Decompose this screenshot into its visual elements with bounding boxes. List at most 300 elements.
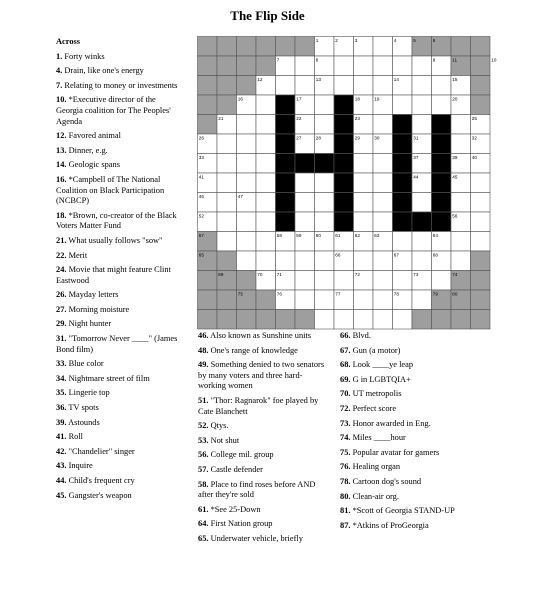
grid-shaded-cell xyxy=(276,310,296,330)
clue-text: Dinner, e.g. xyxy=(66,145,108,155)
clue-text: Night hunter xyxy=(66,319,112,329)
across-header: Across xyxy=(56,37,81,46)
grid-cell[interactable] xyxy=(256,193,276,213)
grid-cell[interactable] xyxy=(373,76,393,96)
clue-number: 18. xyxy=(56,210,67,220)
clue-number: 56. xyxy=(198,450,209,460)
grid-shaded-cell xyxy=(295,37,315,57)
grid-cell[interactable] xyxy=(256,232,276,252)
grid-cell-number: 10 xyxy=(491,57,497,63)
grid-cell[interactable] xyxy=(354,56,374,76)
grid-cell[interactable] xyxy=(354,193,374,213)
grid-block-cell xyxy=(276,212,296,232)
grid-cell[interactable] xyxy=(373,290,393,310)
grid-cell-number: 35 xyxy=(335,154,341,160)
grid-block-cell xyxy=(334,115,354,135)
clue-number: 64. xyxy=(198,519,209,529)
grid-cell-number: 44 xyxy=(413,174,419,180)
clue-number: 39. xyxy=(56,417,67,427)
grid-cell-number: 8 xyxy=(315,57,319,63)
grid-shaded-cell xyxy=(471,95,491,115)
grid-cell[interactable] xyxy=(373,212,393,232)
grid-cell[interactable] xyxy=(217,173,237,193)
grid-cell[interactable] xyxy=(393,271,413,291)
grid-cell-number: 46 xyxy=(198,193,204,199)
grid-cell[interactable] xyxy=(237,134,257,154)
grid-shaded-cell xyxy=(217,290,237,310)
clue-text: Clean-air org. xyxy=(350,491,399,501)
grid-cell-number: 68 xyxy=(432,252,438,258)
grid-cell[interactable] xyxy=(412,193,432,213)
clue-text: Also known as Sunshine units xyxy=(208,331,312,340)
grid-cell[interactable] xyxy=(256,134,276,154)
clue-text: Honor awarded in Eng. xyxy=(350,418,431,428)
grid-cell[interactable] xyxy=(256,251,276,271)
grid-cell[interactable] xyxy=(412,115,432,135)
grid-block-cell xyxy=(315,154,335,174)
grid-cell-number: 27 xyxy=(296,135,302,141)
clue-item xyxy=(198,465,330,476)
clue-number: 78. xyxy=(340,476,351,486)
grid-cell[interactable] xyxy=(217,193,237,213)
grid-shaded-cell xyxy=(237,76,257,96)
grid-cell-number: 23 xyxy=(354,115,360,121)
grid-cell[interactable] xyxy=(334,76,354,96)
grid-shaded-cell xyxy=(256,290,276,310)
clue-text: Popular avatar for gamers xyxy=(350,447,440,457)
grid-cell-number: 20 xyxy=(452,96,458,102)
grid-cell[interactable] xyxy=(295,290,315,310)
grid-cell[interactable] xyxy=(295,251,315,271)
grid-cell[interactable] xyxy=(237,154,257,174)
clue-item xyxy=(56,160,184,171)
grid-cell-number: 31 xyxy=(413,135,419,141)
grid-shaded-cell xyxy=(237,56,257,76)
grid-block-cell xyxy=(393,134,413,154)
clue-item xyxy=(340,521,470,532)
grid-cell[interactable] xyxy=(471,173,491,193)
clue-item xyxy=(340,346,470,357)
grid-cell[interactable] xyxy=(276,76,296,96)
grid-shaded-cell xyxy=(471,76,491,96)
grid-cell[interactable] xyxy=(256,154,276,174)
grid-cell[interactable] xyxy=(393,56,413,76)
grid-cell-number: 69 xyxy=(218,271,224,277)
grid-cell[interactable] xyxy=(451,193,471,213)
grid-cell[interactable] xyxy=(256,173,276,193)
grid-cell-number: 48 xyxy=(276,193,282,199)
grid-cell-number: 70 xyxy=(257,271,263,277)
grid-cell-number: 76 xyxy=(276,291,282,297)
grid-cell[interactable] xyxy=(295,56,315,76)
clue-text: Qtys. xyxy=(208,421,229,431)
clue-item xyxy=(56,432,184,443)
clue-text: Merit xyxy=(66,250,88,260)
grid-cell-number: 52 xyxy=(198,213,204,219)
grid-block-cell xyxy=(432,115,452,135)
clue-item xyxy=(56,146,184,157)
clue-text: Perfect score xyxy=(350,403,397,413)
clue-item xyxy=(56,388,184,399)
clue-item xyxy=(340,477,470,488)
grid-shaded-cell xyxy=(217,76,237,96)
grid-cell-number: 57 xyxy=(198,232,204,238)
puzzle-title: The Flip Side xyxy=(230,8,305,23)
grid-cell-number: 28 xyxy=(315,135,321,141)
clue-number: 27. xyxy=(56,304,67,314)
clue-number: 76. xyxy=(340,462,351,472)
clue-item xyxy=(198,450,330,461)
grid-cell[interactable] xyxy=(471,193,491,213)
grid-cell[interactable] xyxy=(315,193,335,213)
grid-cell[interactable] xyxy=(354,212,374,232)
clue-item xyxy=(340,360,470,371)
across-clue-column-2 xyxy=(198,331,330,549)
grid-cell-number: 66 xyxy=(335,252,341,258)
clue-number: 43. xyxy=(56,461,67,471)
clue-number: 66. xyxy=(340,331,351,340)
clue-number: 31. xyxy=(56,334,67,344)
grid-cell-number: 54 xyxy=(413,213,419,219)
grid-block-cell xyxy=(393,173,413,193)
grid-cell[interactable] xyxy=(295,271,315,291)
grid-shaded-cell xyxy=(412,310,432,330)
grid-cell[interactable] xyxy=(217,154,237,174)
clue-text: Mayday letters xyxy=(66,290,119,300)
clue-number: 44. xyxy=(56,476,67,485)
clue-item xyxy=(340,492,470,503)
grid-cell[interactable] xyxy=(334,56,354,76)
grid-cell-number: 41 xyxy=(198,174,204,180)
clue-text: Blue color xyxy=(66,359,104,369)
clue-number: 34. xyxy=(56,373,67,383)
clue-item xyxy=(340,404,470,415)
grid-cell-number: 55 xyxy=(432,213,438,219)
grid-cell[interactable] xyxy=(334,310,354,330)
clue-text: Place to find roses before AND after they're sold xyxy=(198,479,316,500)
grid-cell[interactable] xyxy=(315,290,335,310)
clue-text: College mil. group xyxy=(208,450,274,460)
clue-text: Child's frequent cry xyxy=(66,476,135,485)
clue-text: UT metropolis xyxy=(350,389,402,399)
grid-cell[interactable] xyxy=(276,251,296,271)
grid-cell-number: 62 xyxy=(354,232,360,238)
grid-shaded-cell xyxy=(295,310,315,330)
grid-cell-number: 3 xyxy=(354,37,358,43)
clue-text: Nightmare street of film xyxy=(66,373,150,383)
clue-item xyxy=(56,251,184,262)
clue-item xyxy=(198,436,330,447)
grid-cell[interactable] xyxy=(451,115,471,135)
grid-cell-number: 34 xyxy=(276,154,282,160)
clue-number: 13. xyxy=(56,145,67,155)
grid-cell-number: 13 xyxy=(315,76,321,82)
grid-cell-number: 16 xyxy=(237,96,243,102)
clue-item xyxy=(340,433,470,444)
grid-cell-number: 78 xyxy=(393,291,399,297)
grid-cell[interactable] xyxy=(451,251,471,271)
grid-shaded-cell xyxy=(198,115,218,135)
clue-text: *Executive director of the Georgia coalition for The Peoples' Agenda xyxy=(56,95,171,126)
clue-number: 67. xyxy=(340,345,351,355)
clue-item xyxy=(56,403,184,414)
clue-item xyxy=(56,359,184,370)
grid-cell-number: 58 xyxy=(276,232,282,238)
grid-cell-number: 40 xyxy=(471,154,477,160)
grid-cell[interactable] xyxy=(471,212,491,232)
grid-cell-number: 63 xyxy=(374,232,380,238)
grid-cell[interactable] xyxy=(393,95,413,115)
clue-text: "Chandelier" singer xyxy=(66,446,135,456)
grid-cell[interactable] xyxy=(295,193,315,213)
grid-cell[interactable] xyxy=(256,212,276,232)
grid-shaded-cell xyxy=(217,37,237,57)
grid-shaded-cell xyxy=(198,290,218,310)
grid-cell-number: 6 xyxy=(432,37,436,43)
grid-cell-number: 73 xyxy=(413,271,419,277)
grid-cell-number: 9 xyxy=(432,57,436,63)
grid-cell-number: 67 xyxy=(393,252,399,258)
clue-item xyxy=(56,175,184,207)
clue-item xyxy=(340,331,470,342)
grid-shaded-cell xyxy=(471,251,491,271)
grid-cell[interactable] xyxy=(217,212,237,232)
grid-cell[interactable] xyxy=(217,232,237,252)
clue-number: 61. xyxy=(198,504,209,514)
grid-shaded-cell xyxy=(451,310,471,330)
grid-cell[interactable] xyxy=(373,115,393,135)
clue-item xyxy=(198,505,330,516)
clue-item xyxy=(56,319,184,330)
clue-number: 12. xyxy=(56,131,67,141)
grid-cell[interactable] xyxy=(237,173,257,193)
grid-cell[interactable] xyxy=(256,115,276,135)
clue-number: 65. xyxy=(198,533,209,543)
clue-text: Blvd. xyxy=(350,331,371,340)
grid-cell[interactable] xyxy=(393,310,413,330)
grid-shaded-cell xyxy=(471,290,491,310)
clue-item xyxy=(56,305,184,316)
clue-number: 4. xyxy=(56,66,63,76)
grid-cell-number: 7 xyxy=(276,57,280,63)
clue-number: 74. xyxy=(340,433,351,443)
grid-shaded-cell xyxy=(471,56,491,76)
clue-number: 46. xyxy=(198,331,209,340)
grid-cell[interactable] xyxy=(334,271,354,291)
grid-cell-number: 71 xyxy=(276,271,282,277)
grid-cell[interactable] xyxy=(217,134,237,154)
grid-cell[interactable] xyxy=(373,37,393,57)
clue-item xyxy=(56,81,184,92)
clue-number: 51. xyxy=(198,395,209,405)
clue-text: What usually follows "sow" xyxy=(66,235,163,245)
grid-cell[interactable] xyxy=(237,232,257,252)
grid-cell[interactable] xyxy=(237,212,257,232)
grid-cell[interactable] xyxy=(451,134,471,154)
grid-block-cell xyxy=(432,173,452,193)
grid-cell[interactable] xyxy=(237,115,257,135)
clue-number: 22. xyxy=(56,250,67,260)
grid-cell[interactable] xyxy=(354,290,374,310)
grid-cell[interactable] xyxy=(315,310,335,330)
grid-shaded-cell xyxy=(198,310,218,330)
clue-number: 57. xyxy=(198,464,209,474)
grid-cell[interactable] xyxy=(295,173,315,193)
grid-cell[interactable] xyxy=(412,290,432,310)
grid-cell-number: 4 xyxy=(393,37,397,43)
crossword-grid[interactable] xyxy=(197,36,497,330)
clue-number: 73. xyxy=(340,418,351,428)
grid-cell[interactable] xyxy=(373,56,393,76)
grid-cell[interactable] xyxy=(237,251,257,271)
grid-svg xyxy=(197,36,497,330)
grid-cell-number: 29 xyxy=(354,135,360,141)
clue-number: 10. xyxy=(56,95,67,105)
grid-cell[interactable] xyxy=(471,232,491,252)
clue-number: 69. xyxy=(340,374,351,384)
grid-shaded-cell xyxy=(198,271,218,291)
clue-text: Favored animal xyxy=(66,131,121,141)
clue-number: 42. xyxy=(56,446,67,456)
clue-item xyxy=(56,447,184,458)
grid-cell[interactable] xyxy=(315,173,335,193)
clue-text: Gangster's weapon xyxy=(66,490,132,500)
grid-cell-number: 61 xyxy=(335,232,341,238)
clue-number: 14. xyxy=(56,160,67,170)
grid-cell-number: 42 xyxy=(276,174,282,180)
grid-block-cell xyxy=(334,134,354,154)
clue-number: 49. xyxy=(198,360,209,370)
clue-number: 58. xyxy=(198,479,209,489)
grid-shaded-cell xyxy=(217,310,237,330)
grid-cell-number: 72 xyxy=(354,271,360,277)
grid-cell[interactable] xyxy=(373,271,393,291)
grid-cell-number: 14 xyxy=(393,76,399,82)
grid-block-cell xyxy=(276,95,296,115)
clue-text: G in LGBTQIA+ xyxy=(350,374,411,384)
clue-number: 72. xyxy=(340,403,351,413)
grid-cell[interactable] xyxy=(354,251,374,271)
clue-number: 80. xyxy=(340,491,351,501)
grid-cell[interactable] xyxy=(295,76,315,96)
grid-cell[interactable] xyxy=(451,232,471,252)
grid-cell[interactable] xyxy=(354,76,374,96)
grid-cell[interactable] xyxy=(432,271,452,291)
grid-shaded-cell xyxy=(237,310,257,330)
grid-cell-number: 53 xyxy=(393,213,399,219)
clue-item xyxy=(340,419,470,430)
clue-item xyxy=(56,290,184,301)
grid-cell[interactable] xyxy=(315,95,335,115)
clue-item xyxy=(198,360,330,392)
clue-item xyxy=(340,462,470,473)
clue-text: *Campbell of The National Coalition on Black Participation (NCBCP) xyxy=(56,174,165,206)
grid-shaded-cell xyxy=(217,95,237,115)
clue-text: Astounds xyxy=(66,417,100,427)
grid-cell[interactable] xyxy=(393,232,413,252)
grid-cell[interactable] xyxy=(354,154,374,174)
clue-number: 36. xyxy=(56,403,67,413)
grid-shaded-cell xyxy=(237,37,257,57)
clue-text: One's range of knowledge xyxy=(208,345,298,355)
clue-text: *See 25-Down xyxy=(208,504,261,514)
clue-text: Look ____ye leap xyxy=(350,360,414,370)
grid-cell-number: 5 xyxy=(413,37,416,43)
grid-cell[interactable] xyxy=(256,95,276,115)
grid-cell-number: 65 xyxy=(198,252,204,258)
grid-cell[interactable] xyxy=(315,251,335,271)
grid-shaded-cell xyxy=(471,310,491,330)
grid-cell[interactable] xyxy=(315,271,335,291)
clue-item xyxy=(56,236,184,247)
grid-cell[interactable] xyxy=(412,232,432,252)
grid-cell-number: 77 xyxy=(335,291,341,297)
grid-cell[interactable] xyxy=(373,251,393,271)
grid-cell[interactable] xyxy=(373,310,393,330)
clue-text: Underwater vehicle, briefly xyxy=(208,533,303,543)
grid-cell[interactable] xyxy=(412,56,432,76)
clue-text: First Nation group xyxy=(208,519,273,529)
clue-number: 75. xyxy=(340,447,351,457)
grid-cell-number: 18 xyxy=(354,96,360,102)
grid-cell-number: 64 xyxy=(432,232,438,238)
grid-cell-number: 45 xyxy=(452,174,458,180)
grid-cell[interactable] xyxy=(354,173,374,193)
clue-number: 29. xyxy=(56,319,67,329)
clue-text: Lingerie top xyxy=(66,388,110,398)
clue-item xyxy=(56,491,184,502)
clue-item xyxy=(198,396,330,417)
grid-shaded-cell xyxy=(276,37,296,57)
clue-text: "Thor: Ragnarok" foe played by Cate Blanchett xyxy=(198,395,319,416)
grid-cell[interactable] xyxy=(373,154,393,174)
grid-cell-number: 56 xyxy=(452,213,458,219)
clue-text: Castle defender xyxy=(208,464,263,474)
grid-cell-number: 36 xyxy=(393,154,399,160)
clue-item xyxy=(340,448,470,459)
grid-block-cell xyxy=(432,134,452,154)
clue-text: Geologic spans xyxy=(66,160,120,170)
grid-cell-number: 74 xyxy=(452,271,458,277)
grid-cell-number: 50 xyxy=(393,193,399,199)
grid-cell[interactable] xyxy=(432,76,452,96)
grid-block-cell xyxy=(276,134,296,154)
grid-cell[interactable] xyxy=(412,76,432,96)
grid-cell-number: 24 xyxy=(393,115,399,121)
grid-cell[interactable] xyxy=(373,193,393,213)
grid-cell[interactable] xyxy=(315,115,335,135)
grid-shaded-cell xyxy=(451,37,471,57)
grid-cell[interactable] xyxy=(412,251,432,271)
clue-number: 87. xyxy=(340,520,351,530)
grid-cell[interactable] xyxy=(315,212,335,232)
clue-text: TV spots xyxy=(66,403,99,413)
clue-number: 48. xyxy=(198,345,209,355)
grid-cell[interactable] xyxy=(354,310,374,330)
clue-item xyxy=(340,389,470,400)
clue-number: 70. xyxy=(340,389,351,399)
clue-number: 45. xyxy=(56,490,67,500)
grid-cell[interactable] xyxy=(412,95,432,115)
grid-cell[interactable] xyxy=(432,95,452,115)
grid-cell[interactable] xyxy=(295,212,315,232)
grid-cell[interactable] xyxy=(373,173,393,193)
clue-number: 33. xyxy=(56,359,67,369)
grid-shaded-cell xyxy=(198,95,218,115)
grid-shaded-cell xyxy=(432,310,452,330)
grid-cell-number: 38 xyxy=(432,154,438,160)
clue-item xyxy=(56,211,184,232)
